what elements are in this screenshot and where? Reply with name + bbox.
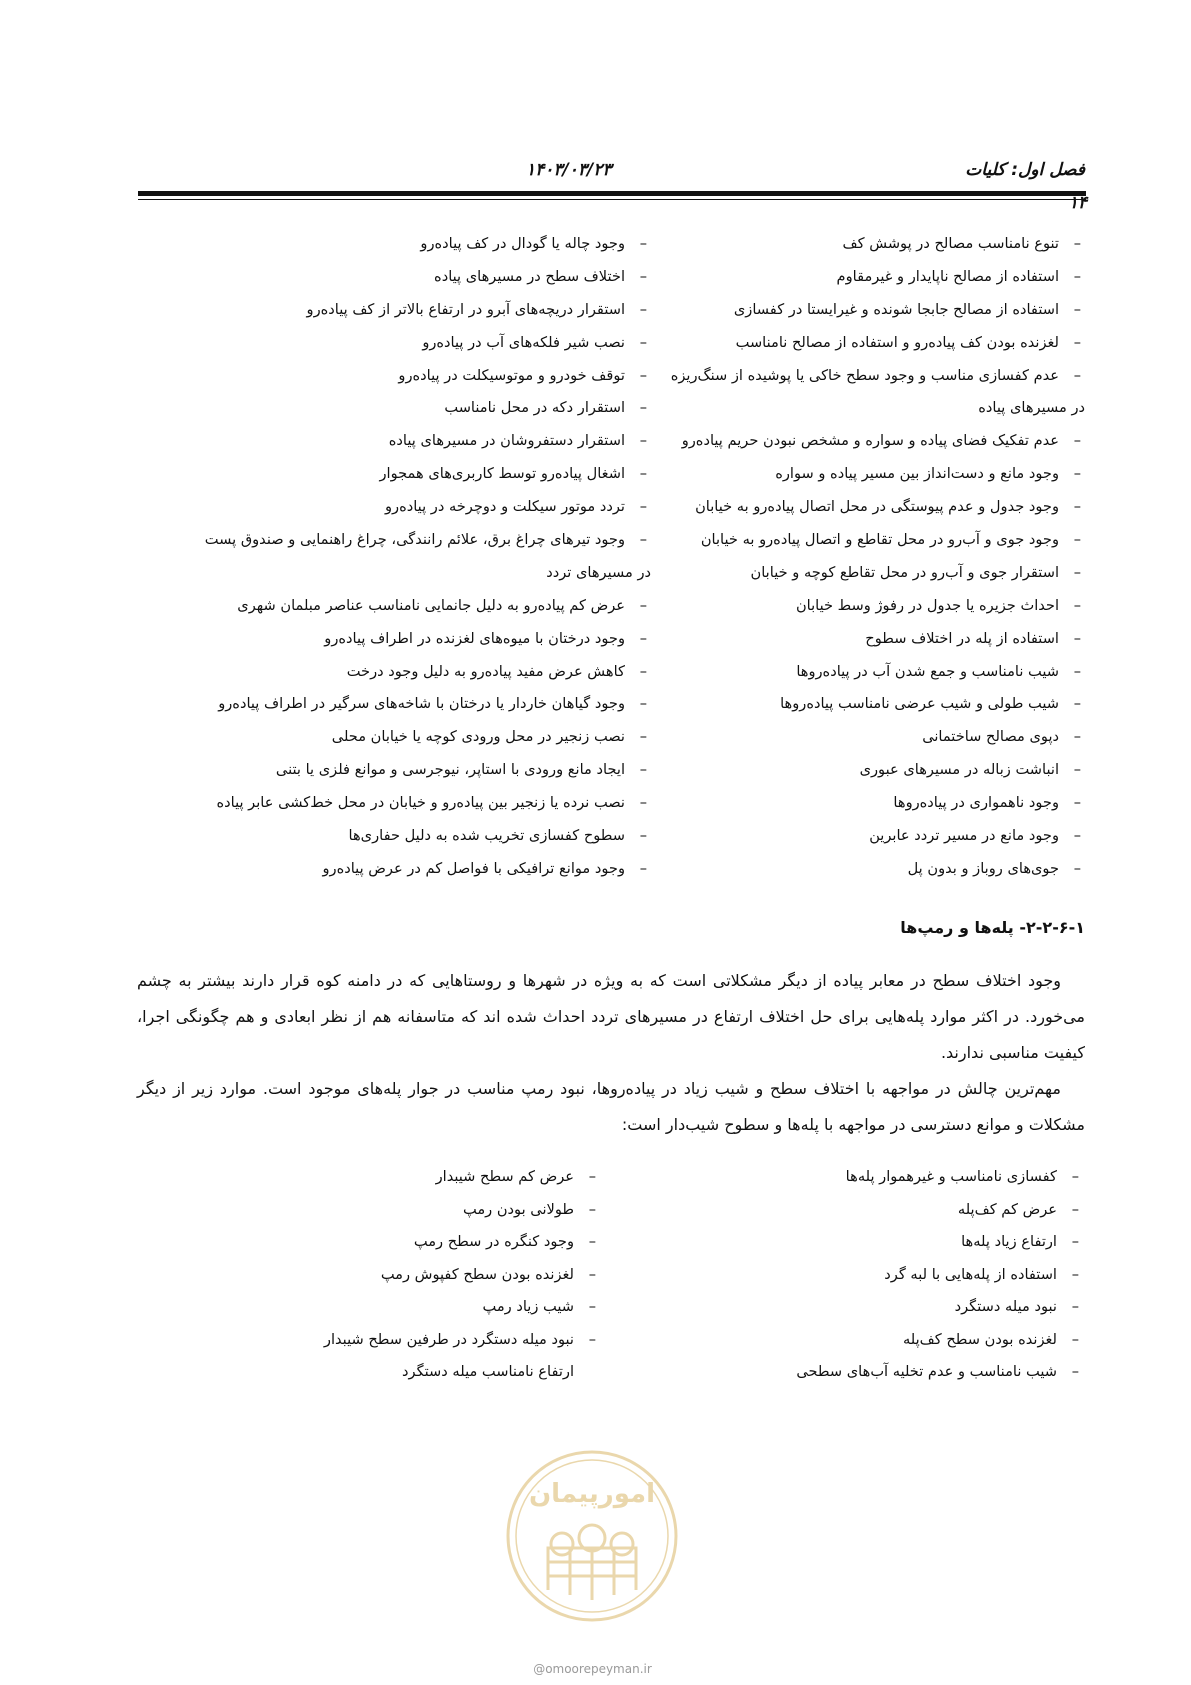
list-item: – استفاده از پله‌هایی با لبه گرد — [663, 1259, 1083, 1292]
obstacles-list-right — [615, 228, 1085, 886]
section-heading: ۲-۲-۶-۱- پله‌ها و رمپ‌ها — [900, 918, 1085, 937]
chapter-title: فصل اول: کلیات — [965, 160, 1085, 180]
header-rule-thin — [138, 199, 1086, 200]
list-item: – وجود چاله یا گودال در کف پیاده‌رو — [151, 228, 651, 261]
list-item: – شیب طولی و شیب عرضی نامناسب پیاده‌روها — [615, 688, 1085, 721]
list-item: – وجود گیاهان خاردار یا درختان با شاخه‌های سرگیر در اطراف پیاده‌رو — [151, 688, 651, 721]
list-item: – نصب زنجیر در محل ورودی کوچه یا خیابان محلی — [151, 721, 651, 754]
list-item: – لغزنده بودن کف پیاده‌رو و استفاده از مصالح نامناسب — [615, 327, 1085, 360]
list-item: – انباشت زباله در مسیرهای عبوری — [615, 754, 1085, 787]
list-item: – استقرار دریچه‌های آبرو در ارتفاع بالاتر از کف پیاده‌رو — [151, 294, 651, 327]
list-item-continuation: در مسیرهای تردد — [546, 563, 651, 581]
list-item-continuation: در مسیرهای پیاده — [978, 399, 1085, 417]
list-item: – استفاده از پله در اختلاف سطوح — [615, 623, 1085, 656]
body-paragraph: وجود اختلاف سطح در معابر پیاده از دیگر مشکلاتی است که به ویژه در شهرها و روستاهایی که در دامنه کوه قرار دارند بیشتر به چشم می‌خورد. در اکثر موارد پله‌هایی برای حل اختلاف ارتفاع در مسیرهای تردد احداث شده اند که متاسفانه هم از نظر ابعادی و هم چگونگی اجرا، کیفیت مناسبی ندارند. — [137, 971, 1085, 1062]
list-item: – وجود ناهمواری در پیاده‌روها — [615, 787, 1085, 820]
obstacles-list-left — [151, 228, 651, 886]
list-item: – جوی‌های روباز و بدون پل — [615, 853, 1085, 886]
list-item: – تنوع نامناسب مصالح در پوشش کف — [615, 228, 1085, 261]
list-item: – ارتفاع زیاد پله‌ها — [663, 1226, 1083, 1259]
list-item: – لغزنده بودن سطح کفپوش رمپ — [180, 1259, 600, 1292]
list-item: – وجود کنگره در سطح رمپ — [180, 1226, 600, 1259]
list-item: – استقرار دستفروشان در مسیرهای پیاده — [151, 425, 651, 458]
watermark-logo-text: امورپیمان — [528, 1479, 656, 1509]
list-item: – نبود میله دستگرد در طرفین سطح شیبدار — [180, 1324, 600, 1357]
list-item: – اشغال پیاده‌رو توسط کاربری‌های همجوار — [151, 458, 651, 491]
list-item: ارتفاع نامناسب میله دستگرد — [402, 1363, 574, 1380]
list-item: – ایجاد مانع ورودی با استاپر، نیوجرسی و موانع فلزی یا بتنی — [151, 754, 651, 787]
watermark-website: @omoorepeyman.ir — [533, 1662, 652, 1676]
list-item: – وجود مانع و دست‌انداز بین مسیر پیاده و سواره — [615, 458, 1085, 491]
list-item: – استقرار جوی و آب‌رو در محل تقاطع کوچه و خیابان — [615, 557, 1085, 590]
list-item: – استفاده از مصالح ناپایدار و غیرمقاوم — [615, 261, 1085, 294]
list-item: – وجود مانع در مسیر تردد عابرین — [615, 820, 1085, 853]
list-item: – شیب نامناسب و جمع شدن آب در پیاده‌روها — [615, 656, 1085, 689]
list-item: – وجود جدول و عدم پیوستگی در محل اتصال پیاده‌رو به خیابان — [615, 491, 1085, 524]
stairs-issues-list — [663, 1161, 1083, 1389]
list-item: – وجود موانع ترافیکی با فواصل کم در عرض پیاده‌رو — [151, 853, 651, 886]
list-item: – استفاده از مصالح جابجا شونده و غیرایستا در کفسازی — [615, 294, 1085, 327]
list-item: – عرض کم پیاده‌رو به دلیل جانمایی نامناسب عناصر مبلمان شهری — [151, 590, 651, 623]
header-date: ۱۴۰۳/۰۳/۲۳ — [526, 160, 612, 180]
list-item: – نصب شیر فلکه‌های آب در پیاده‌رو — [151, 327, 651, 360]
list-item: – عرض کم کف‌پله — [663, 1194, 1083, 1227]
list-item: – اختلاف سطح در مسیرهای پیاده — [151, 261, 651, 294]
list-item: – احداث جزیره یا جدول در رفوژ وسط خیابان — [615, 590, 1085, 623]
list-item: – عدم تفکیک فضای پیاده و سواره و مشخص نبودن حریم پیاده‌رو — [615, 425, 1085, 458]
list-item: – توقف خودرو و موتوسیکلت در پیاده‌رو — [151, 360, 651, 393]
list-item: – وجود درختان با میوه‌های لغزنده در اطراف پیاده‌رو — [151, 623, 651, 656]
body-paragraph: مهم‌ترین چالش در مواجهه با اختلاف سطح و شیب زیاد در پیاده‌روها، نبود رمپ مناسب در جوار پله‌های موجود است. موارد زیر از دیگر مشکلات و موانع دسترسی در مواجهه با پله‌ها و سطوح شیب‌دار است: — [137, 1079, 1085, 1134]
list-item: – شیب نامناسب و عدم تخلیه آب‌های سطحی — [663, 1356, 1083, 1389]
list-item: – شیب زیاد رمپ — [180, 1291, 600, 1324]
list-item: – وجود تیرهای چراغ برق، علائم رانندگی، چراغ راهنمایی و صندوق پست — [151, 524, 651, 557]
list-item: – عرض کم سطح شیبدار — [180, 1161, 600, 1194]
list-item: – نبود میله دستگرد — [663, 1291, 1083, 1324]
header-rule — [138, 191, 1086, 196]
list-item: – نصب نرده یا زنجیر بین پیاده‌رو و خیابان در محل خط‌کشی عابر پیاده — [151, 787, 651, 820]
list-item: – استقرار دکه در محل نامناسب — [151, 392, 651, 425]
list-item: – وجود جوی و آب‌رو در محل تقاطع و اتصال پیاده‌رو به خیابان — [615, 524, 1085, 557]
list-item: – طولانی بودن رمپ — [180, 1194, 600, 1227]
list-item: – دپوی مصالح ساختمانی — [615, 721, 1085, 754]
list-item: – عدم کفسازی مناسب و وجود سطح خاکی یا پوشیده از سنگ‌ریزه — [615, 360, 1085, 393]
list-item: – سطوح کفسازی تخریب شده به دلیل حفاری‌ها — [151, 820, 651, 853]
watermark-logo — [500, 1440, 685, 1640]
list-item: – لغزنده بودن سطح کف‌پله — [663, 1324, 1083, 1357]
page-number: ۱۴ — [1068, 193, 1087, 213]
list-item: – کاهش عرض مفید پیاده‌رو به دلیل وجود درخت — [151, 656, 651, 689]
list-item: – تردد موتور سیکلت و دوچرخه در پیاده‌رو — [151, 491, 651, 524]
ramp-issues-list — [180, 1161, 600, 1389]
list-item: – کفسازی نامناسب و غیرهموار پله‌ها — [663, 1161, 1083, 1194]
